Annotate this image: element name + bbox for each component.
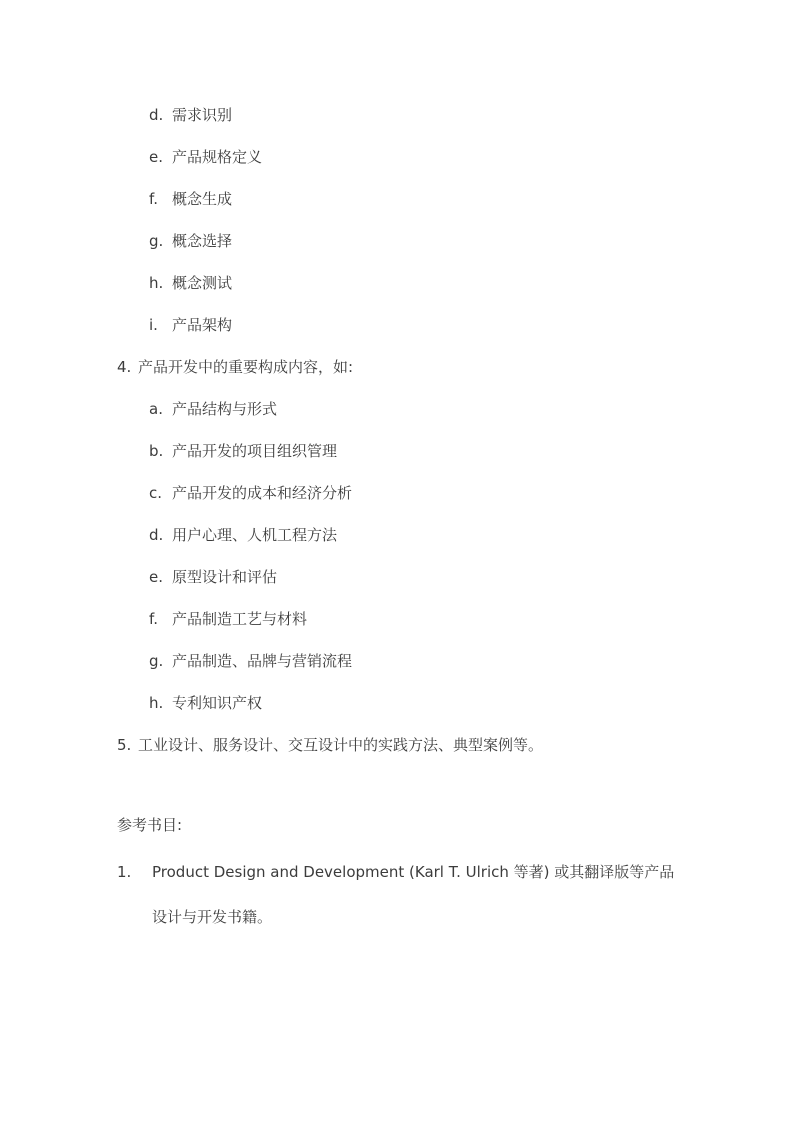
list-item-text: 需求识别 bbox=[172, 106, 233, 124]
sub-list-item bbox=[149, 640, 717, 682]
list-marker: e. bbox=[149, 568, 163, 586]
list-item-text: 原型设计和评估 bbox=[172, 568, 278, 586]
sub-list-item bbox=[149, 304, 717, 346]
list-item-text: 产品架构 bbox=[172, 316, 233, 334]
list-marker: f. bbox=[149, 190, 158, 208]
list-marker: g. bbox=[149, 652, 164, 670]
list-marker: d. bbox=[149, 526, 164, 544]
sub-list-item bbox=[149, 556, 717, 598]
list-marker: 1. bbox=[117, 863, 132, 881]
list-marker: e. bbox=[149, 148, 163, 166]
list-item-text: 概念测试 bbox=[172, 274, 233, 292]
reference-text: Product Design and Development (Karl T. Ulrich 等著) 或其翻译版等产品设计与开发书籍。 bbox=[152, 863, 675, 926]
list-item-text: 用户心理、人机工程方法 bbox=[172, 526, 338, 544]
list-marker: g. bbox=[149, 232, 164, 250]
list-marker: 4. bbox=[117, 358, 132, 376]
numbered-item-4 bbox=[117, 346, 717, 388]
list-item-text: 工业设计、服务设计、交互设计中的实践方法、典型案例等。 bbox=[138, 736, 544, 754]
list-marker: f. bbox=[149, 610, 158, 628]
sub-list-item bbox=[149, 178, 717, 220]
list-marker: d. bbox=[149, 106, 164, 124]
sub-list-item bbox=[149, 94, 717, 136]
sub-list-item bbox=[149, 514, 717, 556]
list-item-text: 产品开发的成本和经济分析 bbox=[172, 484, 353, 502]
list-item-text: 产品制造工艺与材料 bbox=[172, 610, 308, 628]
list-marker: a. bbox=[149, 400, 163, 418]
list-marker: 5. bbox=[117, 736, 132, 754]
list-item-text: 专利知识产权 bbox=[172, 694, 263, 712]
sub-list-item bbox=[149, 472, 717, 514]
sub-list-item bbox=[149, 136, 717, 178]
list-marker: c. bbox=[149, 484, 163, 502]
list-marker: b. bbox=[149, 442, 164, 460]
references-heading: 参考书目: bbox=[117, 816, 183, 834]
numbered-item-5 bbox=[117, 724, 717, 766]
sub-list-item bbox=[149, 262, 717, 304]
reference-item bbox=[117, 850, 717, 940]
list-marker: h. bbox=[149, 274, 164, 292]
document-body bbox=[117, 94, 717, 940]
list-item-text: 概念生成 bbox=[172, 190, 233, 208]
list-item-text: 概念选择 bbox=[172, 232, 233, 250]
sub-list-item bbox=[149, 388, 717, 430]
list-marker: i. bbox=[149, 316, 158, 334]
list-item-text: 产品开发的项目组织管理 bbox=[172, 442, 338, 460]
list-item-text: 产品制造、品牌与营销流程 bbox=[172, 652, 353, 670]
list-item-text: 产品开发中的重要构成内容，如: bbox=[138, 358, 354, 376]
sub-list-item bbox=[149, 220, 717, 262]
list-item-text: 产品规格定义 bbox=[172, 148, 263, 166]
sub-list-item bbox=[149, 682, 717, 724]
list-marker: h. bbox=[149, 694, 164, 712]
sub-list-item bbox=[149, 598, 717, 640]
list-item-text: 产品结构与形式 bbox=[172, 400, 278, 418]
sub-list-item bbox=[149, 430, 717, 472]
